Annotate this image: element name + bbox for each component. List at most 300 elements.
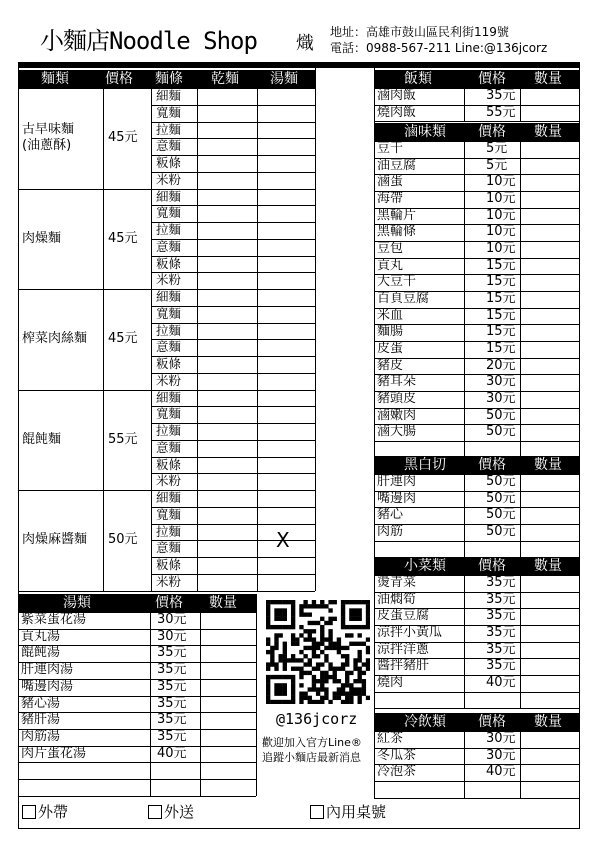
qr-module: [270, 658, 274, 662]
cuts-header: [374, 456, 580, 474]
soup-quantity-cell[interactable]: [258, 139, 314, 155]
braised-quantity-cell[interactable]: [521, 275, 579, 290]
braised-quantity-cell[interactable]: [521, 375, 579, 390]
soup-quantity-cell[interactable]: [258, 407, 314, 423]
cuts-item-name: 豬心: [377, 507, 404, 522]
drinks-quantity-cell[interactable]: [521, 749, 579, 764]
qr-module: [324, 646, 328, 650]
qr-module: [266, 612, 270, 616]
qr-module: [320, 683, 324, 687]
qr-module: [362, 679, 366, 683]
cuts-item-price: 50元: [486, 507, 516, 522]
dry-quantity-cell[interactable]: [198, 458, 256, 474]
rice-header-col-0: 飯類: [404, 71, 432, 87]
dinein-checkbox[interactable]: [310, 805, 324, 819]
rice-quantity-cell[interactable]: [521, 89, 579, 104]
qr-module: [341, 654, 345, 658]
soup-item-price: 30元: [157, 612, 187, 627]
qr-module: [278, 633, 282, 637]
qr-module: [299, 633, 303, 637]
braised-row-border: [374, 441, 580, 442]
braised-item-name: 滷嫩肉: [377, 408, 417, 423]
qr-module: [337, 687, 341, 691]
qr-module: [303, 629, 307, 633]
takeout-option[interactable]: [22, 802, 68, 822]
soup-quantity-cell[interactable]: [258, 123, 314, 139]
dry-quantity-cell[interactable]: [198, 273, 256, 289]
top-band: [18, 62, 580, 68]
dry-quantity-cell[interactable]: [198, 106, 256, 122]
soup-quantity-cell[interactable]: [258, 391, 314, 407]
dry-quantity-cell[interactable]: [198, 173, 256, 189]
dry-quantity-cell[interactable]: [198, 441, 256, 457]
sides-header-col-0: 小菜類: [404, 558, 446, 574]
shop-title: 小麵店Noodle Shop: [40, 27, 257, 55]
qr-module: [320, 617, 324, 621]
drinks-header-col-1: 價格: [478, 714, 506, 730]
qr-module: [283, 625, 287, 629]
qr-module: [278, 692, 282, 696]
sides-item-name: 涼拌小黃瓜: [377, 625, 443, 640]
drinks-quantity-cell[interactable]: [521, 765, 579, 780]
qr-module: [324, 671, 328, 675]
soup-quantity-cell[interactable]: [201, 646, 255, 661]
qr-module: [320, 679, 324, 683]
braised-quantity-cell[interactable]: [521, 209, 579, 224]
qr-module: [270, 625, 274, 629]
soup-quantity-cell[interactable]: [201, 697, 255, 712]
qr-module: [312, 646, 316, 650]
qr-module: [287, 658, 291, 662]
qr-module: [341, 621, 345, 625]
soup-quantity-cell[interactable]: [201, 630, 255, 645]
rice-header: [374, 70, 580, 88]
dry-quantity-cell[interactable]: [198, 374, 256, 390]
qr-module: [266, 662, 270, 666]
braised-quantity-cell[interactable]: [521, 142, 579, 157]
qr-module: [266, 600, 270, 604]
qr-module: [274, 633, 278, 637]
soup-quantity-cell[interactable]: [201, 680, 255, 695]
qr-module: [358, 642, 362, 646]
qr-module: [274, 667, 278, 671]
soup-quantity-cell[interactable]: [201, 747, 255, 762]
dry-quantity-cell[interactable]: [198, 391, 256, 407]
soup-quantity-cell[interactable]: [201, 713, 255, 728]
braised-quantity-cell[interactable]: [521, 225, 579, 240]
braised-item-price: 10元: [486, 241, 516, 256]
qr-module: [299, 675, 303, 679]
soup-quantity-cell[interactable]: [258, 290, 314, 306]
soup-row-border: [19, 796, 256, 797]
braised-quantity-cell[interactable]: [521, 309, 579, 324]
soup-item-price: 35元: [157, 696, 187, 711]
qr-module: [266, 650, 270, 654]
qr-module: [341, 700, 345, 704]
soup-item-price: 35元: [157, 712, 187, 727]
cuts-quantity-cell[interactable]: [521, 475, 579, 490]
qr-module: [316, 700, 320, 704]
soup-quantity-cell[interactable]: [258, 106, 314, 122]
qr-module: [349, 642, 353, 646]
cuts-quantity-cell[interactable]: [521, 492, 579, 507]
braised-quantity-cell[interactable]: [521, 325, 579, 340]
soup-quantity-cell[interactable]: [258, 374, 314, 390]
qr-module: [358, 700, 362, 704]
braised-quantity-cell[interactable]: [521, 342, 579, 357]
qr-module: [358, 633, 362, 637]
noodles-header-col-0: 麵類: [41, 71, 69, 87]
rice-row-border: [374, 121, 580, 122]
qr-module: [341, 667, 345, 671]
qr-module: [345, 683, 349, 687]
soup-quantity-cell[interactable]: [258, 307, 314, 323]
qr-module: [278, 617, 282, 621]
soup-quantity-cell[interactable]: [258, 206, 314, 222]
soup-quantity-cell[interactable]: [258, 424, 314, 440]
qr-module: [337, 642, 341, 646]
dry-quantity-cell[interactable]: [198, 307, 256, 323]
braised-item-name: 豬頭皮: [377, 391, 417, 406]
soup-quantity-cell[interactable]: [258, 223, 314, 239]
sides-quantity-cell[interactable]: [521, 593, 579, 608]
qr-module: [274, 687, 278, 691]
sides-quantity-cell[interactable]: [521, 643, 579, 658]
noodle-col-border: [151, 88, 152, 591]
noodle-type-label: 寬麵: [156, 205, 182, 220]
dry-quantity-cell[interactable]: [198, 190, 256, 206]
qr-module: [295, 637, 299, 641]
drinks-row-border: [374, 798, 580, 799]
cuts-header-col-0: 黑白切: [404, 457, 446, 473]
dry-quantity-cell[interactable]: [198, 575, 256, 591]
qr-module: [349, 600, 353, 604]
qr-module: [320, 629, 324, 633]
qr-module: [324, 687, 328, 691]
qr-module: [278, 608, 282, 612]
drinks-header-col-2: 數量: [534, 714, 562, 730]
noodle-type-label: 米粉: [156, 373, 182, 388]
qr-module: [270, 646, 274, 650]
qr-module: [287, 700, 291, 704]
soup-quantity-cell[interactable]: [258, 340, 314, 356]
qr-module: [358, 687, 362, 691]
qr-module: [270, 600, 274, 604]
noodle-type-label: 粄條: [156, 457, 182, 472]
qr-module: [358, 667, 362, 671]
qr-module: [320, 700, 324, 704]
noodle-col-border: [197, 88, 198, 591]
qr-module: [266, 621, 270, 625]
braised-quantity-cell[interactable]: [521, 192, 579, 207]
braised-item-name: 黑輪條: [377, 224, 417, 239]
braised-quantity-cell[interactable]: [521, 425, 579, 440]
dry-quantity-cell[interactable]: [198, 240, 256, 256]
qr-module: [278, 600, 282, 604]
qr-module: [266, 604, 270, 608]
rice-header-col-1: 價格: [478, 71, 506, 87]
soup-quantity-cell[interactable]: [201, 613, 255, 628]
delivery-checkbox[interactable]: [148, 805, 162, 819]
qr-module: [316, 642, 320, 646]
qr-module: [295, 642, 299, 646]
qr-module: [308, 696, 312, 700]
rice-item-price: 55元: [486, 105, 516, 120]
qr-module: [358, 625, 362, 629]
cuts-quantity-cell[interactable]: [521, 508, 579, 523]
noodle-type-label: 粄條: [156, 155, 182, 170]
braised-quantity-cell[interactable]: [521, 392, 579, 407]
braised-item-price: 15元: [486, 291, 516, 306]
qr-module: [283, 642, 287, 646]
qr-module: [291, 604, 295, 608]
cuts-row-border: [374, 541, 580, 542]
dry-quantity-cell[interactable]: [198, 357, 256, 373]
qr-module: [303, 671, 307, 675]
dry-quantity-cell[interactable]: [198, 541, 256, 557]
qr-module: [299, 671, 303, 675]
qr-module: [362, 600, 366, 604]
qr-module: [320, 671, 324, 675]
qr-module: [324, 696, 328, 700]
dry-quantity-cell[interactable]: [198, 206, 256, 222]
dry-quantity-cell[interactable]: [198, 123, 256, 139]
soup-row-border: [19, 779, 256, 780]
soup-quantity-cell[interactable]: [258, 89, 314, 105]
qr-module: [303, 612, 307, 616]
qr-module: [337, 637, 341, 641]
delivery-label: 外送: [164, 803, 195, 821]
noodle-type-label: 寬麵: [156, 507, 182, 522]
qr-module: [291, 608, 295, 612]
braised-item-name: 海帶: [377, 191, 404, 206]
soup-quantity-cell[interactable]: [258, 190, 314, 206]
noodles-header-col-4: 湯麵: [270, 71, 298, 87]
qr-module: [337, 679, 341, 683]
qr-module: [266, 617, 270, 621]
dry-quantity-cell[interactable]: [198, 474, 256, 490]
soup-quantity-cell[interactable]: [258, 173, 314, 189]
dry-quantity-cell[interactable]: [198, 257, 256, 273]
braised-item-name: 貢丸: [377, 258, 404, 273]
qr-module: [291, 667, 295, 671]
braised-quantity-cell[interactable]: [521, 159, 579, 174]
qr-module: [283, 600, 287, 604]
qr-module: [266, 696, 270, 700]
noodles-header-col-3: 乾麵: [211, 71, 239, 87]
soup-unavailable-mark: X: [276, 530, 290, 550]
soup-quantity-cell[interactable]: [201, 730, 255, 745]
soup-quantity-cell[interactable]: [258, 357, 314, 373]
braised-item-price: 10元: [486, 191, 516, 206]
qr-module: [320, 633, 324, 637]
qr-module: [316, 679, 320, 683]
dry-quantity-cell[interactable]: [198, 156, 256, 172]
soup-quantity-cell[interactable]: [258, 458, 314, 474]
dry-quantity-cell[interactable]: [198, 558, 256, 574]
soup-quantity-cell[interactable]: [258, 324, 314, 340]
qr-module: [316, 621, 320, 625]
qr-module: [316, 646, 320, 650]
qr-module: [353, 687, 357, 691]
dry-quantity-cell[interactable]: [198, 324, 256, 340]
shop-brand-mark: 熾: [296, 33, 314, 54]
qr-module: [308, 646, 312, 650]
noodle-type-label: 意麵: [156, 239, 182, 254]
qr-module: [291, 696, 295, 700]
braised-item-price: 10元: [486, 224, 516, 239]
qr-module: [283, 617, 287, 621]
braised-item-name: 豆干: [377, 141, 404, 156]
qr-module: [328, 667, 332, 671]
braised-item-price: 15元: [486, 324, 516, 339]
qr-module: [283, 608, 287, 612]
dry-quantity-cell[interactable]: [198, 340, 256, 356]
soup-quantity-cell[interactable]: [201, 663, 255, 678]
qr-module: [366, 696, 370, 700]
qr-module: [278, 625, 282, 629]
braised-item-price: 30元: [486, 374, 516, 389]
qr-module: [341, 600, 345, 604]
dry-quantity-cell[interactable]: [198, 290, 256, 306]
qr-module: [274, 683, 278, 687]
qr-module: [353, 658, 357, 662]
qr-module: [349, 696, 353, 700]
dry-quantity-cell[interactable]: [198, 89, 256, 105]
sides-quantity-cell[interactable]: [521, 626, 579, 641]
qr-module: [366, 604, 370, 608]
qr-module: [274, 646, 278, 650]
qr-module: [341, 612, 345, 616]
sides-quantity-cell[interactable]: [521, 659, 579, 674]
qr-module: [341, 683, 345, 687]
sides-quantity-cell[interactable]: [521, 576, 579, 591]
qr-module: [308, 671, 312, 675]
sides-quantity-cell[interactable]: [521, 676, 579, 691]
rice-item-name: 滷肉飯: [377, 88, 417, 103]
cuts-item-name: 嘴邊肉: [377, 491, 417, 506]
qr-module: [358, 671, 362, 675]
qr-module: [303, 637, 307, 641]
braised-quantity-cell[interactable]: [521, 359, 579, 374]
noodle-type-label: 粄條: [156, 256, 182, 271]
braised-quantity-cell[interactable]: [521, 259, 579, 274]
qr-module: [345, 700, 349, 704]
soup-quantity-cell[interactable]: [258, 240, 314, 256]
braised-quantity-cell[interactable]: [521, 409, 579, 424]
qr-module: [270, 650, 274, 654]
qr-module: [283, 646, 287, 650]
qr-module: [333, 679, 337, 683]
soup-item-price: 35元: [157, 679, 187, 694]
qr-module: [283, 675, 287, 679]
braised-item-name: 豬耳朵: [377, 374, 417, 389]
noodle-item-price: 45元: [108, 331, 138, 346]
qr-module: [312, 700, 316, 704]
qr-module: [328, 637, 332, 641]
drinks-quantity-cell[interactable]: [521, 732, 579, 747]
qr-module: [312, 654, 316, 658]
braised-quantity-cell[interactable]: [521, 175, 579, 190]
soup-item-name: 嘴邊肉湯: [21, 679, 74, 694]
braised-item-price: 20元: [486, 358, 516, 373]
soup-col-border: [150, 612, 151, 796]
noodle-item-price: 45元: [108, 130, 138, 145]
qr-module: [283, 654, 287, 658]
noodle-col-border: [103, 88, 104, 591]
qr-module: [341, 625, 345, 629]
braised-item-price: 10元: [486, 208, 516, 223]
qr-module: [341, 692, 345, 696]
takeout-checkbox[interactable]: [22, 805, 36, 819]
dry-quantity-cell[interactable]: [198, 407, 256, 423]
qr-module: [283, 650, 287, 654]
noodle-type-label: 粄條: [156, 356, 182, 371]
soup-item-name: 餛飩湯: [21, 645, 61, 660]
noodle-item-price: 50元: [108, 532, 138, 547]
qr-module: [320, 625, 324, 629]
qr-module: [353, 692, 357, 696]
braised-quantity-cell[interactable]: [521, 292, 579, 307]
soup-quantity-cell[interactable]: [258, 474, 314, 490]
braised-item-price: 50元: [486, 424, 516, 439]
dry-quantity-cell[interactable]: [198, 491, 256, 507]
qr-module: [308, 604, 312, 608]
qr-module: [266, 625, 270, 629]
noodle-type-label: 細麵: [156, 390, 182, 405]
dinein-option[interactable]: [310, 802, 386, 822]
qr-module: [312, 679, 316, 683]
qr-module: [366, 650, 370, 654]
cuts-item-name: 肉筋: [377, 524, 404, 539]
dinein-label: 內用桌號: [326, 803, 387, 821]
braised-item-name: 麵腸: [377, 324, 404, 339]
delivery-option[interactable]: [148, 802, 194, 822]
soup-quantity-cell[interactable]: [258, 257, 314, 273]
soup-quantity-cell[interactable]: [258, 156, 314, 172]
soup-quantity-cell[interactable]: [258, 273, 314, 289]
qr-module: [291, 625, 295, 629]
qr-module: [295, 658, 299, 662]
rice-item-name: 燒肉飯: [377, 105, 417, 120]
soup-item-price: 30元: [157, 629, 187, 644]
soup-quantity-cell[interactable]: [258, 441, 314, 457]
dry-quantity-cell[interactable]: [198, 223, 256, 239]
qr-module: [287, 675, 291, 679]
soup-item-name: 紫菜蛋花湯: [21, 612, 87, 627]
noodles-header-col-1: 價格: [105, 71, 133, 87]
qr-module: [324, 637, 328, 641]
qr-module: [270, 675, 274, 679]
sides-quantity-cell[interactable]: [521, 609, 579, 624]
dry-quantity-cell[interactable]: [198, 424, 256, 440]
qr-module: [278, 612, 282, 616]
braised-item-price: 15元: [486, 308, 516, 323]
braised-quantity-cell[interactable]: [521, 242, 579, 257]
cuts-quantity-cell[interactable]: [521, 525, 579, 540]
rice-quantity-cell[interactable]: [521, 106, 579, 121]
braised-item-price: 5元: [486, 158, 508, 173]
noodle-item-name: 古早味麵 (油蔥酥): [22, 122, 75, 153]
braised-header-col-1: 價格: [478, 124, 506, 140]
qr-module: [328, 675, 332, 679]
braised-item-name: 油豆腐: [377, 158, 417, 173]
dry-quantity-cell[interactable]: [198, 508, 256, 524]
dry-quantity-cell[interactable]: [198, 525, 256, 541]
line-qr-code: [266, 600, 370, 704]
dry-quantity-cell[interactable]: [198, 139, 256, 155]
braised-item-name: 米血: [377, 308, 404, 323]
